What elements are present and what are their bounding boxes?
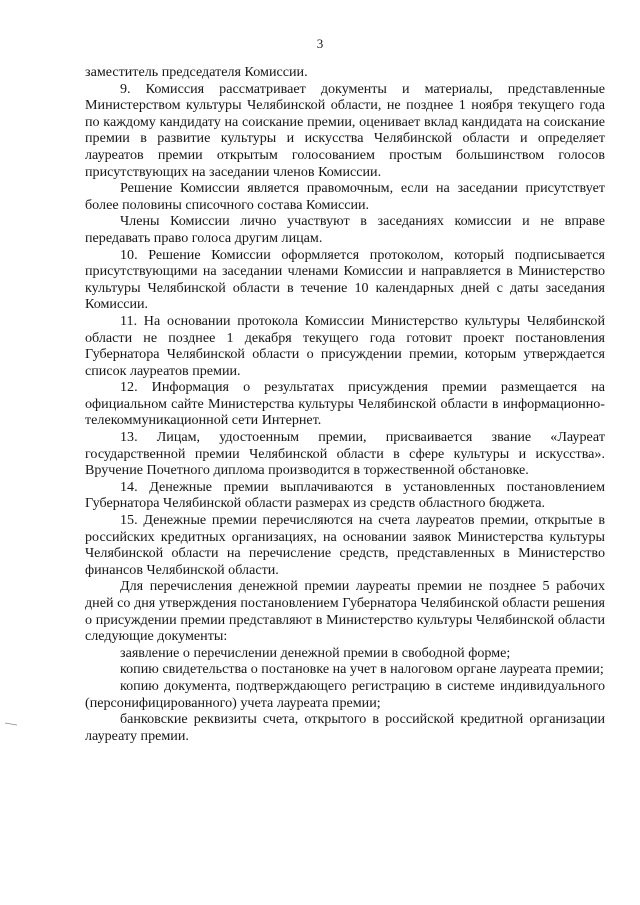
list-item-tax-certificate: копию свидетельства о постановке на учет в налоговом органе лауреата премии; [120, 661, 604, 678]
paragraph-15: 15. Денежные премии перечисляются на счета лауреатов премии, открытые в российских кредитных организациях, на основании заявок Министерства культуры Челябинской области на перечисление средств, представленных в Министерство финансов Челябинской области. [85, 512, 605, 578]
list-item-registration-document: копию документа, подтверждающего регистрацию в системе индивидуального (персонифицированного) учета лауреата премии; [85, 677, 605, 711]
paragraph-13: 13. Лицам, удостоенным премии, присваивается звание «Лауреат государственной премии Челябинской области в сфере культуры и искусства». Вручение Почетного диплома производится в торжественной обстановке. [85, 429, 605, 479]
paragraph-commission-deputy: заместитель председателя Комиссии. [85, 64, 308, 80]
paragraph-12: 12. Информация о результатах присуждения премии размещается на официальном сайте Министерства культуры Челябинской области в информационно-телекоммуникационной сети Интернет. [85, 379, 605, 429]
paragraph-9: 9. Комиссия рассматривает документы и материалы, представленные Министерством культуры Челябинской области, не позднее 1 ноября текущего года по каждому кандидату на соискание премии, оценивает вклад кандидата на соискание премии в развитие культуры и искусства Челябинской области и определяет лауреатов премии открытым голосованием простым большинством голосов присутствующих на заседании членов Комиссии. [85, 80, 605, 180]
paragraph-11: 11. На основании протокола Комиссии Министерство культуры Челябинской области не позднее 1 декабря текущего года готовит проект постановления Губернатора Челябинской области о присуждении премии, которым утверждается список лауреатов премии. [85, 312, 605, 379]
paragraph-documents-intro: Для перечисления денежной премии лауреаты премии не позднее 5 рабочих дней со дня утверждения постановлением Губернатора Челябинской области решения о присуждении премии представляют в Министерство культуры Челябинской области следующие документы: [85, 578, 605, 645]
paragraph-14: 14. Денежные премии выплачиваются в установленных постановлением Губернатора Челябинской области размерах из средств областного бюджета. [85, 478, 605, 512]
document-body [85, 64, 605, 744]
scan-margin-mark [5, 722, 17, 726]
list-item-application: заявление о перечислении денежной премии в свободной форме; [120, 644, 511, 661]
paragraph-members-vote: Члены Комиссии лично участвуют в заседаниях комиссии и не вправе передавать право голоса другим лицам. [85, 213, 605, 246]
list-item-bank-details: банковские реквизиты счета, открытого в российской кредитной организации лауреату премии. [85, 711, 605, 744]
paragraph-quorum: Решение Комиссии является правомочным, если на заседании присутствует более половины списочного состава Комиссии. [85, 180, 605, 213]
page-number: 3 [316, 36, 324, 51]
paragraph-10: 10. Решение Комиссии оформляется протоколом, который подписывается присутствующими на заседании членами Комиссии и направляется в Министерство культуры Челябинской области в течение 10 календарных дней с даты заседания Комиссии. [85, 246, 605, 313]
